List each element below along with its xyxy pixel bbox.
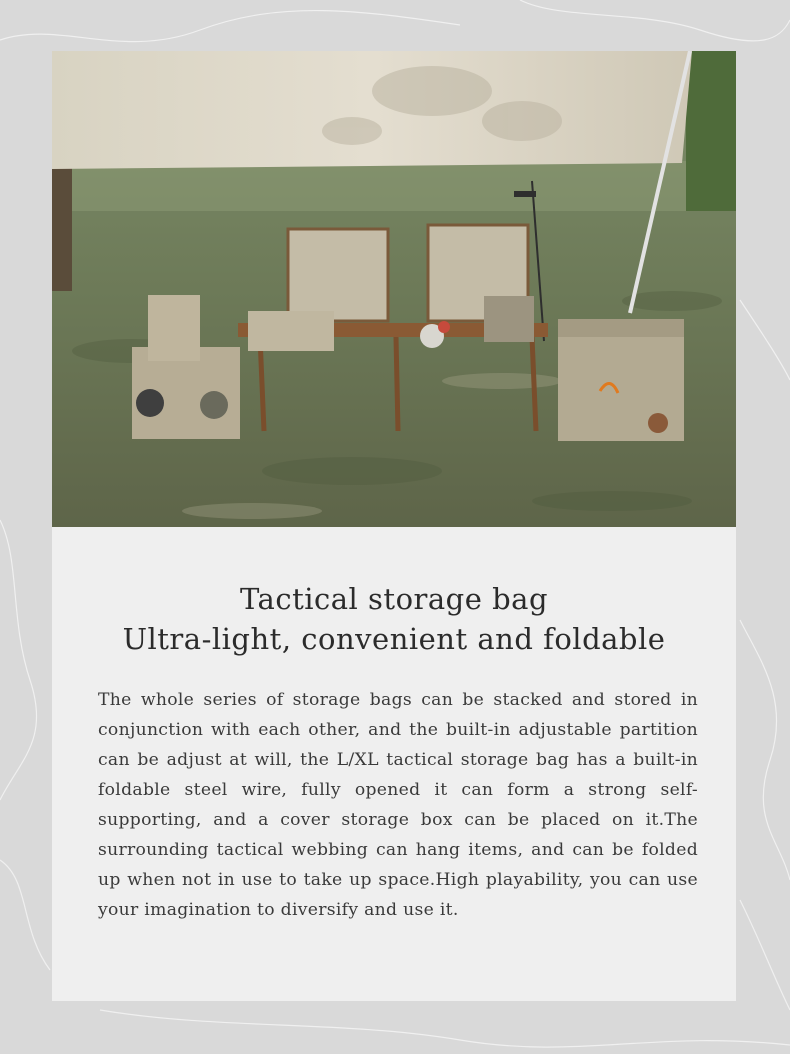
heading-line-2: Ultra-light, convenient and foldable [122,622,666,656]
camping-storage-bags-photo [52,51,736,527]
heading-line-1: Tactical storage bag [239,582,549,616]
heading [52,579,736,659]
content-card [52,51,736,1001]
text-section [52,527,736,1001]
product-photo [52,51,736,527]
description-text: The whole series of storage bags can be stacked and stored in conjunction with each other, and the built-in adjustable partition can be adjust at will, the L/XL tactical storage bag has a built-in foldable steel wire, fully opened it can form a strong self-supporting, and a cover storage box can be placed on it.The surrounding tactical webbing can hang items, and can be folded up when not in use to take up space.High playability, you can use your imagination to diversify and use it. [98,690,698,920]
